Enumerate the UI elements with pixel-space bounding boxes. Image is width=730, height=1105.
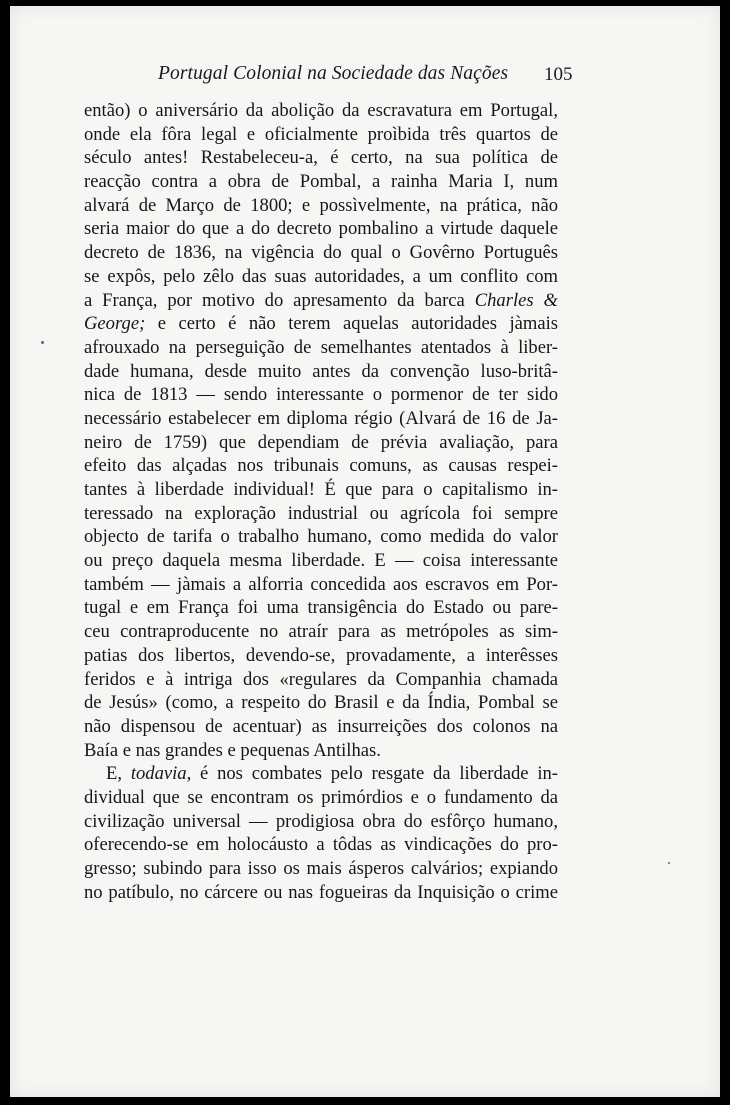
text-line: E, todavia, é nos combates pelo resgate da liberdade in- [106, 763, 558, 785]
text-line: gresso; subindo para isso os mais ásperos calvários; expiando [84, 858, 558, 879]
text-line: teressado na exploração industrial ou agrícola foi sempre [84, 502, 558, 524]
text-line: onde ela fôra legal e oficialmente proìbida três quartos de [84, 123, 558, 145]
text-line: neiro de 1759) que dependiam de prévia avaliação, para [84, 431, 558, 453]
text-line: feridos e à intriga dos «regulares da Companhia chamada [84, 668, 558, 690]
text-line: então) o aniversário da abolição da escravatura em Portugal, [84, 100, 558, 121]
text-line: Baía e nas grandes e pequenas Antilhas. [84, 739, 381, 761]
italic-phrase: Charles & [474, 289, 559, 311]
text-line: de Jesús» (como, a respeito do Brasil e da Índia, Pombal se [84, 692, 558, 714]
paragraph-2 [84, 762, 558, 904]
text-line: também — jàmais a alforria concedida aos escravos em Por- [84, 573, 558, 595]
paper-speck [668, 862, 670, 864]
text-line: ou preço daquela mesma liberdade. E — coisa interessante [84, 550, 558, 572]
text-line: nica de 1813 — sendo interessante o pormenor de ter sido [84, 384, 558, 406]
text-line: civilização universal — prodigiosa obra do esfôrço humano, [84, 810, 558, 832]
text-line: tantes à liberdade individual! É que para o capitalismo in- [84, 479, 558, 500]
text-line: ceu contraproducente no atraír para as metrópoles as sim- [84, 621, 558, 643]
text-line: afrouxado na perseguição de semelhantes atentados à liber- [84, 336, 558, 358]
text-line: objecto de tarifa o trabalho humano, como medida do valor [84, 526, 558, 548]
text-line: seria maior do que a do decreto pombalino a virtude daquele [84, 218, 558, 240]
text-line: não dispensou de acentuar) as insurreições dos colonos na [84, 715, 558, 737]
text-line: tugal e em França foi uma transigência do Estado ou pare- [84, 597, 558, 619]
running-title: Portugal Colonial na Sociedade das Nações [158, 63, 509, 84]
page-number: 105 [544, 64, 573, 85]
text-line: alvará de Março de 1800; e possìvelmente, na prática, não [84, 194, 558, 216]
text-line: dividual que se encontram os primórdios e o fundamento da [84, 786, 558, 808]
text-line: necessário estabelecer em diploma régio (Alvará de 16 de Ja- [84, 407, 558, 429]
text-line: século antes! Restabeleceu-a, é certo, na sua política de [84, 147, 558, 169]
text-line: se expôs, pelo zêlo das suas autoridades, a um conflito com [84, 265, 558, 287]
text-line: no patíbulo, no cárcere ou nas fogueiras da Inquisição o crime [84, 881, 558, 903]
text-line: decreto de 1836, na vigência do qual o Govêrno Português [84, 242, 558, 264]
text-line: dade humana, desde muito antes da convenção luso-britâ- [84, 360, 558, 382]
italic-phrase: George; [84, 313, 146, 335]
text-line: George; e certo é não terem aquelas autoridades jàmais [84, 313, 558, 335]
text-line: patias dos libertos, devendo-se, provadamente, a interêsses [84, 644, 558, 666]
body-text [84, 99, 558, 904]
text-line: efeito das alçadas nos tribunais comuns, as causas respei- [84, 455, 558, 477]
paper-speck [41, 341, 44, 344]
text-line: oferecendo-se em holocáusto a tôdas as vindicações do pro- [84, 834, 558, 856]
page-header [158, 63, 578, 93]
paragraph-1 [84, 99, 558, 762]
italic-phrase: todavia, [130, 763, 192, 785]
text-line: a França, por motivo do apresamento da barca Charles & [84, 289, 559, 311]
text-line: reacção contra a obra de Pombal, a rainha Maria I, num [84, 171, 558, 193]
